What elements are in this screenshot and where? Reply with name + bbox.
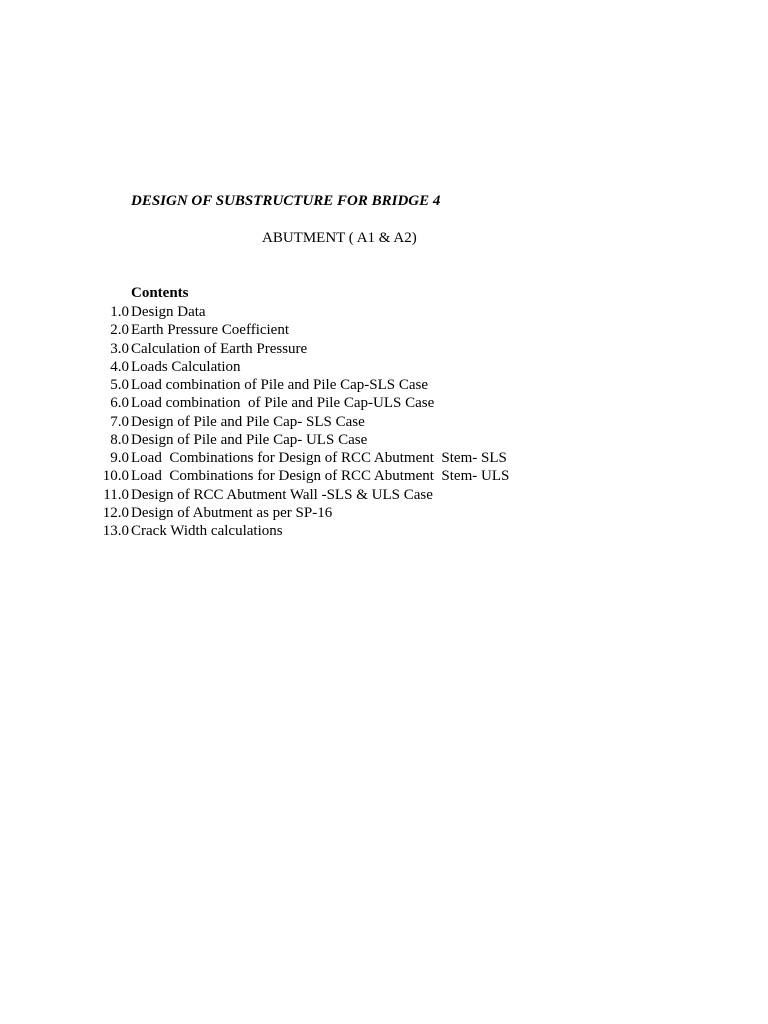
contents-item-12	[90, 504, 509, 522]
item-title: Load combination of Pile and Pile Cap-SLS Case	[131, 377, 429, 393]
item-title: Design Data	[131, 304, 206, 320]
item-number: 12.0	[102, 504, 129, 521]
item-title: Design of Pile and Pile Cap- ULS Case	[131, 431, 368, 448]
contents-item-3	[90, 340, 509, 358]
contents-heading: Contents	[131, 285, 189, 301]
item-number: 4.0	[110, 358, 129, 375]
contents-item-8	[90, 431, 509, 449]
contents-item-1	[90, 303, 509, 321]
document-title: DESIGN OF SUBSTRUCTURE FOR BRIDGE 4	[131, 193, 441, 209]
item-title: Loads Calculation	[131, 358, 241, 375]
contents-list	[90, 303, 509, 540]
item-title: Calculation of Earth Pressure	[131, 340, 308, 357]
item-number: 8.0	[110, 431, 129, 448]
contents-item-13	[90, 522, 509, 540]
item-number: 7.0	[110, 413, 129, 430]
item-title: Design of Pile and Pile Cap- SLS Case	[131, 413, 365, 430]
contents-item-9	[90, 449, 509, 467]
item-number: 2.0	[110, 322, 129, 339]
item-number: 10.0	[102, 468, 129, 485]
document-subtitle: ABUTMENT ( A1 & A2)	[262, 230, 417, 246]
item-title: Load combination of Pile and Pile Cap-ULS Case	[131, 395, 435, 412]
item-number: 11.0	[103, 486, 129, 503]
item-title: Design of Abutment as per SP-16	[131, 504, 333, 521]
contents-item-4	[90, 358, 509, 376]
item-title: Crack Width calculations	[131, 523, 283, 539]
contents-item-6	[90, 394, 509, 412]
item-title: Load Combinations for Design of RCC Abutment Stem- SLS	[131, 450, 507, 466]
item-number: 3.0	[110, 340, 129, 357]
item-number: 5.0	[110, 377, 129, 393]
item-title: Load Combinations for Design of RCC Abutment Stem- ULS	[131, 468, 510, 485]
item-number: 13.0	[102, 523, 129, 539]
item-number: 1.0	[110, 304, 129, 320]
contents-item-11	[90, 486, 509, 504]
contents-item-10	[90, 467, 509, 485]
contents-item-7	[90, 413, 509, 431]
item-number: 6.0	[110, 395, 129, 412]
contents-item-5	[90, 376, 509, 394]
item-title: Earth Pressure Coefficient	[131, 322, 290, 339]
contents-item-2	[90, 321, 509, 339]
item-number: 9.0	[110, 450, 129, 466]
item-title: Design of RCC Abutment Wall -SLS & ULS Case	[131, 486, 433, 503]
